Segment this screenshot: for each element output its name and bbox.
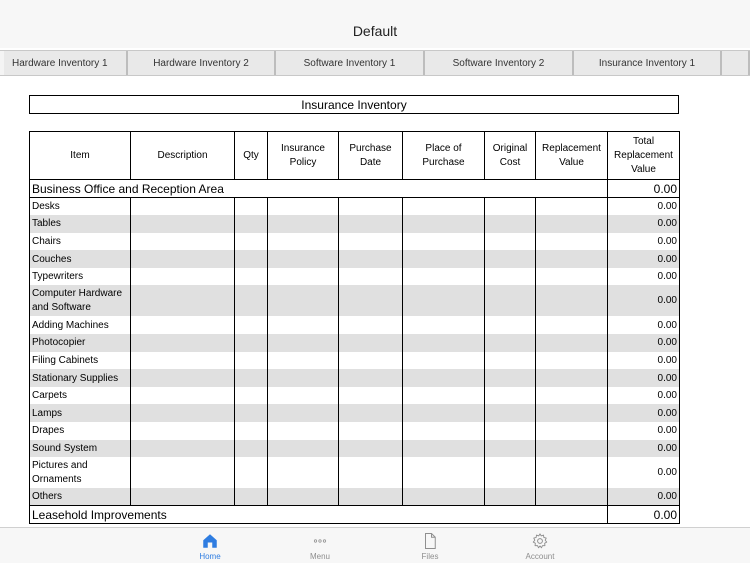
table-cell[interactable] — [339, 404, 403, 422]
table-cell[interactable] — [268, 316, 339, 334]
home-icon — [201, 532, 219, 550]
tab-overflow[interactable] — [722, 51, 750, 75]
table-cell[interactable] — [403, 404, 485, 422]
table-cell[interactable] — [485, 268, 536, 286]
table-cell[interactable] — [131, 440, 235, 458]
table-cell[interactable] — [403, 316, 485, 334]
table-cell[interactable] — [536, 198, 608, 216]
table-row — [30, 422, 680, 440]
table-cell[interactable] — [268, 233, 339, 251]
table-cell[interactable] — [268, 404, 339, 422]
nav-home[interactable] — [155, 528, 265, 563]
item-label-cell[interactable]: Sound System — [30, 440, 131, 458]
table-cell[interactable] — [235, 369, 268, 387]
table-cell[interactable] — [131, 334, 235, 352]
item-label-cell[interactable]: Tables — [30, 215, 131, 233]
table-cell[interactable] — [339, 268, 403, 286]
table-cell[interactable] — [131, 215, 235, 233]
table-cell[interactable] — [131, 404, 235, 422]
table-cell[interactable] — [268, 334, 339, 352]
table-cell[interactable] — [235, 352, 268, 370]
bottom-tab-bar — [0, 527, 750, 563]
table-cell[interactable] — [403, 422, 485, 440]
item-label-cell[interactable]: Couches — [30, 250, 131, 268]
table-cell[interactable] — [131, 233, 235, 251]
table-cell[interactable] — [403, 387, 485, 405]
item-total-cell[interactable]: 0.00 — [608, 268, 680, 286]
item-label-cell[interactable]: Photocopier — [30, 334, 131, 352]
table-cell[interactable] — [485, 422, 536, 440]
table-cell[interactable] — [403, 440, 485, 458]
item-label-cell[interactable]: Filing Cabinets — [30, 352, 131, 370]
table-cell[interactable] — [268, 268, 339, 286]
table-row — [30, 285, 680, 316]
table-cell[interactable] — [536, 316, 608, 334]
table-cell[interactable] — [235, 387, 268, 405]
spreadsheet-area[interactable] — [0, 77, 750, 527]
table-cell[interactable] — [235, 316, 268, 334]
table-cell[interactable] — [403, 488, 485, 506]
nav-menu[interactable] — [265, 528, 375, 563]
section-total[interactable]: 0.00 — [608, 180, 680, 198]
table-cell[interactable] — [131, 198, 235, 216]
table-cell[interactable] — [131, 422, 235, 440]
table-cell[interactable] — [268, 488, 339, 506]
col-insurance-policy[interactable]: Insurance Policy — [268, 132, 339, 180]
table-cell[interactable] — [339, 233, 403, 251]
section-total[interactable]: 0.00 — [608, 506, 680, 524]
table-cell[interactable] — [536, 457, 608, 488]
table-row — [30, 233, 680, 251]
table-cell[interactable] — [536, 422, 608, 440]
item-label-cell[interactable]: Others — [30, 488, 131, 506]
table-cell[interactable] — [268, 250, 339, 268]
table-cell[interactable] — [485, 250, 536, 268]
table-cell[interactable] — [131, 457, 235, 488]
nav-account[interactable] — [485, 528, 595, 563]
table-cell[interactable] — [403, 198, 485, 216]
table-cell[interactable] — [131, 352, 235, 370]
table-row — [30, 215, 680, 233]
table-cell[interactable] — [235, 488, 268, 506]
nav-menu-label: Menu — [309, 552, 330, 561]
table-cell[interactable] — [403, 457, 485, 488]
table-cell[interactable] — [485, 352, 536, 370]
table-cell[interactable] — [131, 285, 235, 316]
item-label-cell[interactable]: Desks — [30, 198, 131, 216]
section-row — [30, 180, 680, 198]
table-cell[interactable] — [403, 215, 485, 233]
table-row — [30, 198, 680, 216]
item-label-cell[interactable]: Computer Hardware and Software — [30, 285, 131, 316]
section-row — [30, 506, 680, 524]
table-cell[interactable] — [485, 369, 536, 387]
table-cell[interactable] — [485, 488, 536, 506]
table-row — [30, 488, 680, 506]
item-total-cell[interactable]: 0.00 — [608, 285, 680, 316]
col-qty[interactable]: Qty — [235, 132, 268, 180]
inventory-table — [29, 131, 680, 524]
table-cell[interactable] — [131, 369, 235, 387]
item-total-cell[interactable]: 0.00 — [608, 440, 680, 458]
col-original-cost[interactable]: Original Cost — [485, 132, 536, 180]
col-item[interactable]: Item — [30, 132, 131, 180]
tab-software-inventory-2[interactable]: Software Inventory 2 — [425, 51, 574, 75]
nav-files-label: Files — [421, 552, 439, 561]
item-label-cell[interactable]: Carpets — [30, 387, 131, 405]
nav-account-label: Account — [525, 552, 555, 561]
table-cell[interactable] — [235, 233, 268, 251]
tab-software-inventory-1[interactable]: Software Inventory 1 — [276, 51, 425, 75]
item-label-cell[interactable]: Typewriters — [30, 268, 131, 286]
table-cell[interactable] — [268, 369, 339, 387]
table-cell[interactable] — [485, 404, 536, 422]
table-cell[interactable] — [403, 352, 485, 370]
table-cell[interactable] — [485, 215, 536, 233]
item-total-cell[interactable]: 0.00 — [608, 334, 680, 352]
table-cell[interactable] — [235, 250, 268, 268]
table-cell[interactable] — [339, 198, 403, 216]
table-row — [30, 387, 680, 405]
table-cell[interactable] — [339, 352, 403, 370]
table-cell[interactable] — [339, 422, 403, 440]
col-description[interactable]: Description — [131, 132, 235, 180]
tab-insurance-inventory-1[interactable]: Insurance Inventory 1 — [574, 51, 722, 75]
item-total-cell[interactable]: 0.00 — [608, 369, 680, 387]
table-cell[interactable] — [235, 285, 268, 316]
table-cell[interactable] — [403, 268, 485, 286]
table-cell[interactable] — [536, 387, 608, 405]
table-cell[interactable] — [268, 440, 339, 458]
table-cell[interactable] — [268, 198, 339, 216]
section-label[interactable]: Business Office and Reception Area — [30, 180, 608, 198]
table-cell[interactable] — [339, 316, 403, 334]
table-cell[interactable] — [536, 334, 608, 352]
item-total-cell[interactable]: 0.00 — [608, 250, 680, 268]
item-total-cell[interactable]: 0.00 — [608, 316, 680, 334]
item-label-cell[interactable]: Stationary Supplies — [30, 369, 131, 387]
col-total-replacement-value[interactable]: Total Replacement Value — [608, 132, 680, 180]
table-cell[interactable] — [403, 369, 485, 387]
table-cell[interactable] — [339, 369, 403, 387]
nav-files[interactable] — [375, 528, 485, 563]
table-cell[interactable] — [485, 457, 536, 488]
table-cell[interactable] — [485, 387, 536, 405]
table-cell[interactable] — [268, 352, 339, 370]
table-cell[interactable] — [235, 198, 268, 216]
table-cell[interactable] — [485, 334, 536, 352]
table-row — [30, 334, 680, 352]
table-cell[interactable] — [235, 422, 268, 440]
item-total-cell[interactable]: 0.00 — [608, 488, 680, 506]
table-cell[interactable] — [403, 233, 485, 251]
table-cell[interactable] — [235, 404, 268, 422]
table-row — [30, 457, 680, 488]
table-cell[interactable] — [536, 488, 608, 506]
table-cell[interactable] — [485, 285, 536, 316]
table-cell[interactable] — [536, 404, 608, 422]
table-cell[interactable] — [339, 215, 403, 233]
item-total-cell[interactable]: 0.00 — [608, 404, 680, 422]
table-cell[interactable] — [339, 285, 403, 316]
sheet-title: Insurance Inventory — [29, 95, 679, 114]
table-cell[interactable] — [131, 316, 235, 334]
table-row — [30, 352, 680, 370]
table-row — [30, 404, 680, 422]
tab-hardware-inventory-1[interactable]: Hardware Inventory 1 — [0, 51, 128, 75]
table-cell[interactable] — [536, 233, 608, 251]
table-row — [30, 316, 680, 334]
table-cell[interactable] — [403, 334, 485, 352]
table-cell[interactable] — [235, 215, 268, 233]
item-total-cell[interactable]: 0.00 — [608, 233, 680, 251]
table-row — [30, 250, 680, 268]
item-label-cell[interactable]: Pictures and Ornaments — [30, 457, 131, 488]
table-cell[interactable] — [485, 198, 536, 216]
tab-hardware-inventory-2[interactable]: Hardware Inventory 2 — [128, 51, 276, 75]
col-place-of-purchase[interactable]: Place of Purchase — [403, 132, 485, 180]
table-cell[interactable] — [403, 250, 485, 268]
item-total-cell[interactable]: 0.00 — [608, 215, 680, 233]
table-cell[interactable] — [485, 316, 536, 334]
table-row — [30, 268, 680, 286]
item-label-cell[interactable]: Drapes — [30, 422, 131, 440]
header-row — [30, 132, 680, 180]
table-cell[interactable] — [339, 488, 403, 506]
table-cell[interactable] — [403, 285, 485, 316]
table-cell[interactable] — [485, 440, 536, 458]
table-cell[interactable] — [536, 250, 608, 268]
table-cell[interactable] — [536, 268, 608, 286]
window-title: Default — [352, 23, 398, 39]
table-cell[interactable] — [268, 457, 339, 488]
item-total-cell[interactable]: 0.00 — [608, 198, 680, 216]
sheet-tabs — [0, 50, 750, 76]
table-cell[interactable] — [268, 422, 339, 440]
item-label-cell[interactable]: Chairs — [30, 233, 131, 251]
table-cell[interactable] — [339, 457, 403, 488]
title-bar — [0, 0, 750, 48]
table-cell[interactable] — [235, 334, 268, 352]
file-icon — [421, 532, 439, 550]
table-cell[interactable] — [268, 387, 339, 405]
more-icon — [311, 532, 329, 550]
item-total-cell[interactable]: 0.00 — [608, 457, 680, 488]
table-cell[interactable] — [268, 215, 339, 233]
table-cell[interactable] — [485, 233, 536, 251]
col-purchase-date[interactable]: Purchase Date — [339, 132, 403, 180]
table-cell[interactable] — [235, 457, 268, 488]
item-total-cell[interactable]: 0.00 — [608, 387, 680, 405]
table-cell[interactable] — [339, 334, 403, 352]
table-cell[interactable] — [536, 369, 608, 387]
table-row — [30, 440, 680, 458]
table-cell[interactable] — [235, 440, 268, 458]
table-cell[interactable] — [536, 440, 608, 458]
table-cell[interactable] — [268, 285, 339, 316]
table-cell[interactable] — [339, 387, 403, 405]
item-label-cell[interactable]: Lamps — [30, 404, 131, 422]
table-cell[interactable] — [536, 215, 608, 233]
item-total-cell[interactable]: 0.00 — [608, 352, 680, 370]
table-cell[interactable] — [339, 440, 403, 458]
table-cell[interactable] — [536, 285, 608, 316]
table-cell[interactable] — [536, 352, 608, 370]
table-cell[interactable] — [131, 387, 235, 405]
table-cell[interactable] — [131, 488, 235, 506]
nav-home-label: Home — [199, 552, 221, 561]
item-total-cell[interactable]: 0.00 — [608, 422, 680, 440]
table-cell[interactable] — [131, 250, 235, 268]
table-cell[interactable] — [131, 268, 235, 286]
col-replacement-value[interactable]: Replacement Value — [536, 132, 608, 180]
gear-icon — [531, 532, 549, 550]
table-cell[interactable] — [339, 250, 403, 268]
table-row — [30, 369, 680, 387]
item-label-cell[interactable]: Adding Machines — [30, 316, 131, 334]
table-cell[interactable] — [235, 268, 268, 286]
section-label[interactable]: Leasehold Improvements — [30, 506, 608, 524]
